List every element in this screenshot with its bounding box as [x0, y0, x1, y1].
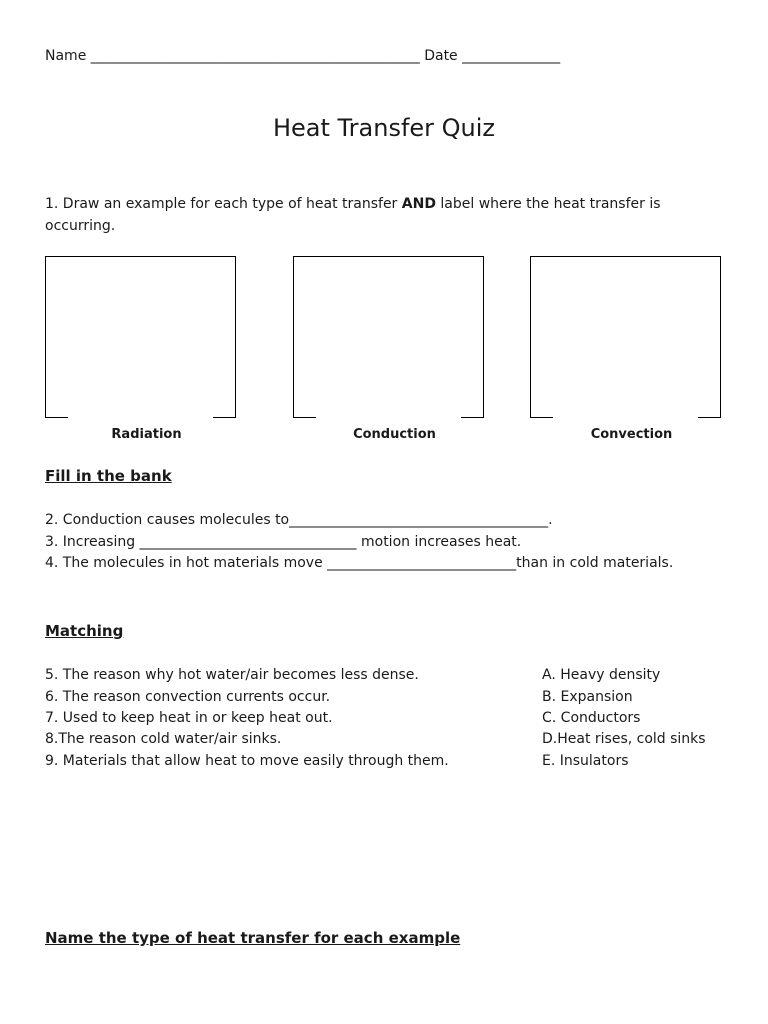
question-1-bold: AND [401, 196, 436, 212]
matching-section-heading: Matching [45, 622, 124, 640]
fill-item: 2. Conduction causes molecules to_____________________________________. [45, 512, 553, 528]
matching-answer: C. Conductors [542, 710, 641, 726]
drawing-box-radiation[interactable] [45, 256, 236, 418]
matching-question: 7. Used to keep heat in or keep heat out. [45, 710, 333, 726]
question-1 [45, 193, 735, 237]
question-1-suffix: label where the heat transfer is occurring. [45, 196, 661, 234]
name-date-line: Name _______________________________________________ Date ______________ [45, 48, 561, 64]
drawing-box-convection[interactable] [530, 256, 721, 418]
box-label-radiation: Radiation [111, 427, 182, 442]
drawing-box-conduction[interactable] [293, 256, 484, 418]
matching-question: 6. The reason convection currents occur. [45, 689, 331, 705]
matching-answer: B. Expansion [542, 689, 633, 705]
box-label-convection: Convection [590, 427, 673, 442]
box-label-conduction: Conduction [353, 427, 436, 442]
matching-answer: D.Heat rises, cold sinks [542, 731, 706, 747]
name-type-section-heading: Name the type of heat transfer for each example [45, 929, 461, 947]
fill-item: 4. The molecules in hot materials move ___________________________than in cold materials. [45, 555, 674, 571]
fill-item: 3. Increasing _______________________________ motion increases heat. [45, 534, 522, 550]
matching-question: 8.The reason cold water/air sinks. [45, 731, 282, 747]
matching-answer: E. Insulators [542, 753, 629, 769]
fill-section-heading: Fill in the bank [45, 467, 172, 485]
matching-question: 9. Materials that allow heat to move easily through them. [45, 753, 449, 769]
question-1-prefix: 1. Draw an example for each type of heat transfer [45, 196, 402, 212]
matching-answer: A. Heavy density [542, 667, 661, 683]
matching-question: 5. The reason why hot water/air becomes less dense. [45, 667, 419, 683]
page-title: Heat Transfer Quiz [272, 114, 496, 142]
